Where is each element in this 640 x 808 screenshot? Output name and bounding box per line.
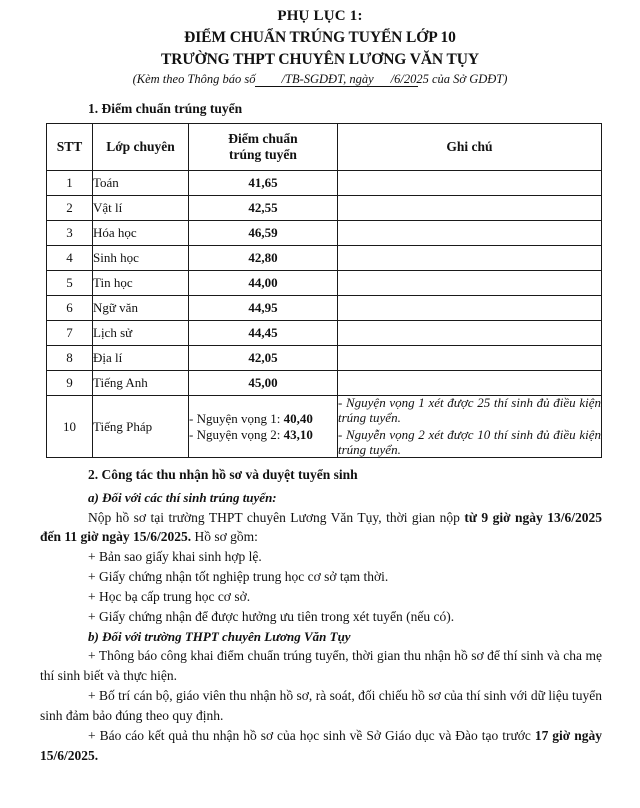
cell-diem-chuan: 42,05 <box>189 346 338 371</box>
cell-stt: 1 <box>47 171 93 196</box>
cell-diem-chuan: 41,65 <box>189 171 338 196</box>
document-title-line-2: TRƯỜNG THPT CHUYÊN LƯƠNG VĂN TỤY <box>161 50 479 68</box>
cell-diem-chuan: 44,00 <box>189 271 338 296</box>
cell-diem-chuan: 42,80 <box>189 246 338 271</box>
ghi-chu-note: - Nguyễn vọng 2 xét được 10 thí sinh đủ điều kiện trúng tuyển. <box>338 427 601 457</box>
table-body <box>47 171 602 458</box>
document-title-line-1: ĐIỂM CHUẨN TRÚNG TUYỂN LỚP 10 <box>184 29 456 46</box>
table-row <box>47 196 602 221</box>
cell-stt: 5 <box>47 271 93 296</box>
section-2-body <box>40 488 602 766</box>
cell-ghi-chu <box>338 296 602 321</box>
cell-stt: 4 <box>47 246 93 271</box>
nguyen-vong-label: - Nguyện vọng 2: <box>189 426 284 442</box>
document-header <box>0 0 640 87</box>
cell-ghi-chu <box>338 171 602 196</box>
section-2-heading: 2. Công tác thu nhận hồ sơ và duyệt tuyển sinh <box>88 467 358 482</box>
nguyen-vong-value: 43,10 <box>283 426 313 442</box>
cell-lop-chuyen: Hóa học <box>93 221 189 246</box>
requirement-item: + Bố trí cán bộ, giáo viên thu nhận hồ sơ, rà soát, đối chiếu hồ sơ của thí sinh với dữ liệu tuyển sinh đảm bảo đúng theo quy định. <box>40 688 602 723</box>
cell-diem-chuan: 45,00 <box>189 371 338 396</box>
cell-lop-chuyen: Tiếng Pháp <box>93 396 189 458</box>
intro-deadline-bold: từ 9 giờ ngày 13/6/2025 đến 11 giờ ngày 15/6/2025. <box>40 509 602 544</box>
cell-stt: 7 <box>47 321 93 346</box>
requirement-item: + Bản sao giấy khai sinh hợp lệ. <box>88 548 262 564</box>
cell-lop-chuyen: Sinh học <box>93 246 189 271</box>
requirement-item: + Giấy chứng nhận để được hưởng ưu tiên trong xét tuyển (nếu có). <box>88 608 455 624</box>
nguyen-vong-label: - Nguyện vọng 1: <box>189 410 284 426</box>
table-row <box>47 221 602 246</box>
cell-lop-chuyen: Địa lí <box>93 346 189 371</box>
last-item-deadline-bold: 17 giờ ngày 15/6/2025. <box>40 728 602 763</box>
table-row <box>47 346 602 371</box>
subtitle-part-3: /6/2025 của Sở GDĐT) <box>390 72 508 86</box>
table-row <box>47 246 602 271</box>
column-header-stt: STT <box>47 124 93 171</box>
subsection-b-item-list <box>40 646 602 726</box>
requirement-item: + Thông báo công khai điểm chuẩn trúng tuyển, thời gian thu nhận hồ sơ để thí sinh và cha mẹ thí sinh biết và thực hiện. <box>40 648 602 683</box>
cell-stt: 2 <box>47 196 93 221</box>
cell-lop-chuyen: Tiếng Anh <box>93 371 189 396</box>
cell-ghi-chu <box>338 371 602 396</box>
cell-ghi-chu <box>338 271 602 296</box>
intro-text-part-1: Nộp hồ sơ tại trường THPT chuyên Lương Văn Tụy, thời gian nộp <box>88 509 465 525</box>
cell-diem-chuan: 46,59 <box>189 221 338 246</box>
column-header-ghi-chu: Ghi chú <box>338 124 602 171</box>
subtitle-part-1: (Kèm theo Thông báo số <box>132 72 256 86</box>
subsection-a-intro-paragraph <box>40 508 602 547</box>
subsection-b-label: b) Đối với trường THPT chuyên Lương Văn Tụy <box>88 628 351 644</box>
cell-ghi-chu <box>338 346 602 371</box>
subsection-b-last-item <box>40 726 602 766</box>
cell-lop-chuyen: Ngữ văn <box>93 296 189 321</box>
document-subtitle-wrapper <box>0 71 640 87</box>
subsection-a-item-list <box>40 547 602 627</box>
table-row <box>47 321 602 346</box>
table-row <box>47 371 602 396</box>
nguyen-vong-value: 40,40 <box>283 410 313 426</box>
ghi-chu-note: - Nguyện vọng 1 xét được 25 thí sinh đủ điều kiện trúng tuyển. <box>338 395 601 425</box>
cell-stt: 8 <box>47 346 93 371</box>
last-item-text: + Báo cáo kết quả thu nhận hồ sơ của học sinh về Sở Giáo dục và Đào tạo trước <box>88 728 535 743</box>
cell-ghi-chu <box>338 246 602 271</box>
subtitle-part-2: /TB-SGDĐT, ngày <box>281 72 374 86</box>
cell-lop-chuyen: Tin học <box>93 271 189 296</box>
underline-rule <box>255 86 418 87</box>
subsection-a-label: a) Đối với các thí sinh trúng tuyển: <box>88 490 277 505</box>
cell-diem-chuan: 44,45 <box>189 321 338 346</box>
column-header-diem-chuan <box>189 124 338 171</box>
cell-ghi-chu <box>338 321 602 346</box>
section-1-heading: 1. Điểm chuẩn trúng tuyển <box>88 101 243 116</box>
requirement-item: + Học bạ cấp trung học cơ sở. <box>88 588 251 604</box>
cell-ghi-chu <box>338 221 602 246</box>
column-header-diem-chuan-line-1: Điểm chuẩn <box>228 131 298 146</box>
intro-text-part-2: Hồ sơ gồm: <box>191 529 258 544</box>
table-row <box>47 271 602 296</box>
cell-lop-chuyen: Toán <box>93 171 189 196</box>
admission-scores-table <box>46 123 602 458</box>
column-header-lop-chuyen: Lớp chuyên <box>93 124 189 171</box>
cell-stt: 3 <box>47 221 93 246</box>
table-row <box>47 171 602 196</box>
table-header-row <box>47 124 602 171</box>
document-subtitle <box>133 72 508 86</box>
cell-ghi-chu <box>338 396 602 458</box>
appendix-label: PHỤ LỤC 1: <box>277 8 363 24</box>
cell-stt: 10 <box>47 396 93 458</box>
cell-diem-chuan-nguyen-vong <box>189 396 338 458</box>
cell-diem-chuan: 44,95 <box>189 296 338 321</box>
nguyen-vong-line <box>189 411 337 427</box>
table-row <box>47 396 602 458</box>
cell-stt: 9 <box>47 371 93 396</box>
table-header <box>47 124 602 171</box>
table-row <box>47 296 602 321</box>
scores-table-wrapper <box>46 123 602 458</box>
cell-lop-chuyen: Vật lí <box>93 196 189 221</box>
column-header-diem-chuan-line-2: trúng tuyển <box>229 147 297 162</box>
cell-ghi-chu <box>338 196 602 221</box>
cell-lop-chuyen: Lịch sử <box>93 321 189 346</box>
cell-diem-chuan: 42,55 <box>189 196 338 221</box>
cell-stt: 6 <box>47 296 93 321</box>
nguyen-vong-line <box>189 427 337 443</box>
requirement-item: + Giấy chứng nhận tốt nghiệp trung học cơ sở tạm thời. <box>88 568 389 584</box>
